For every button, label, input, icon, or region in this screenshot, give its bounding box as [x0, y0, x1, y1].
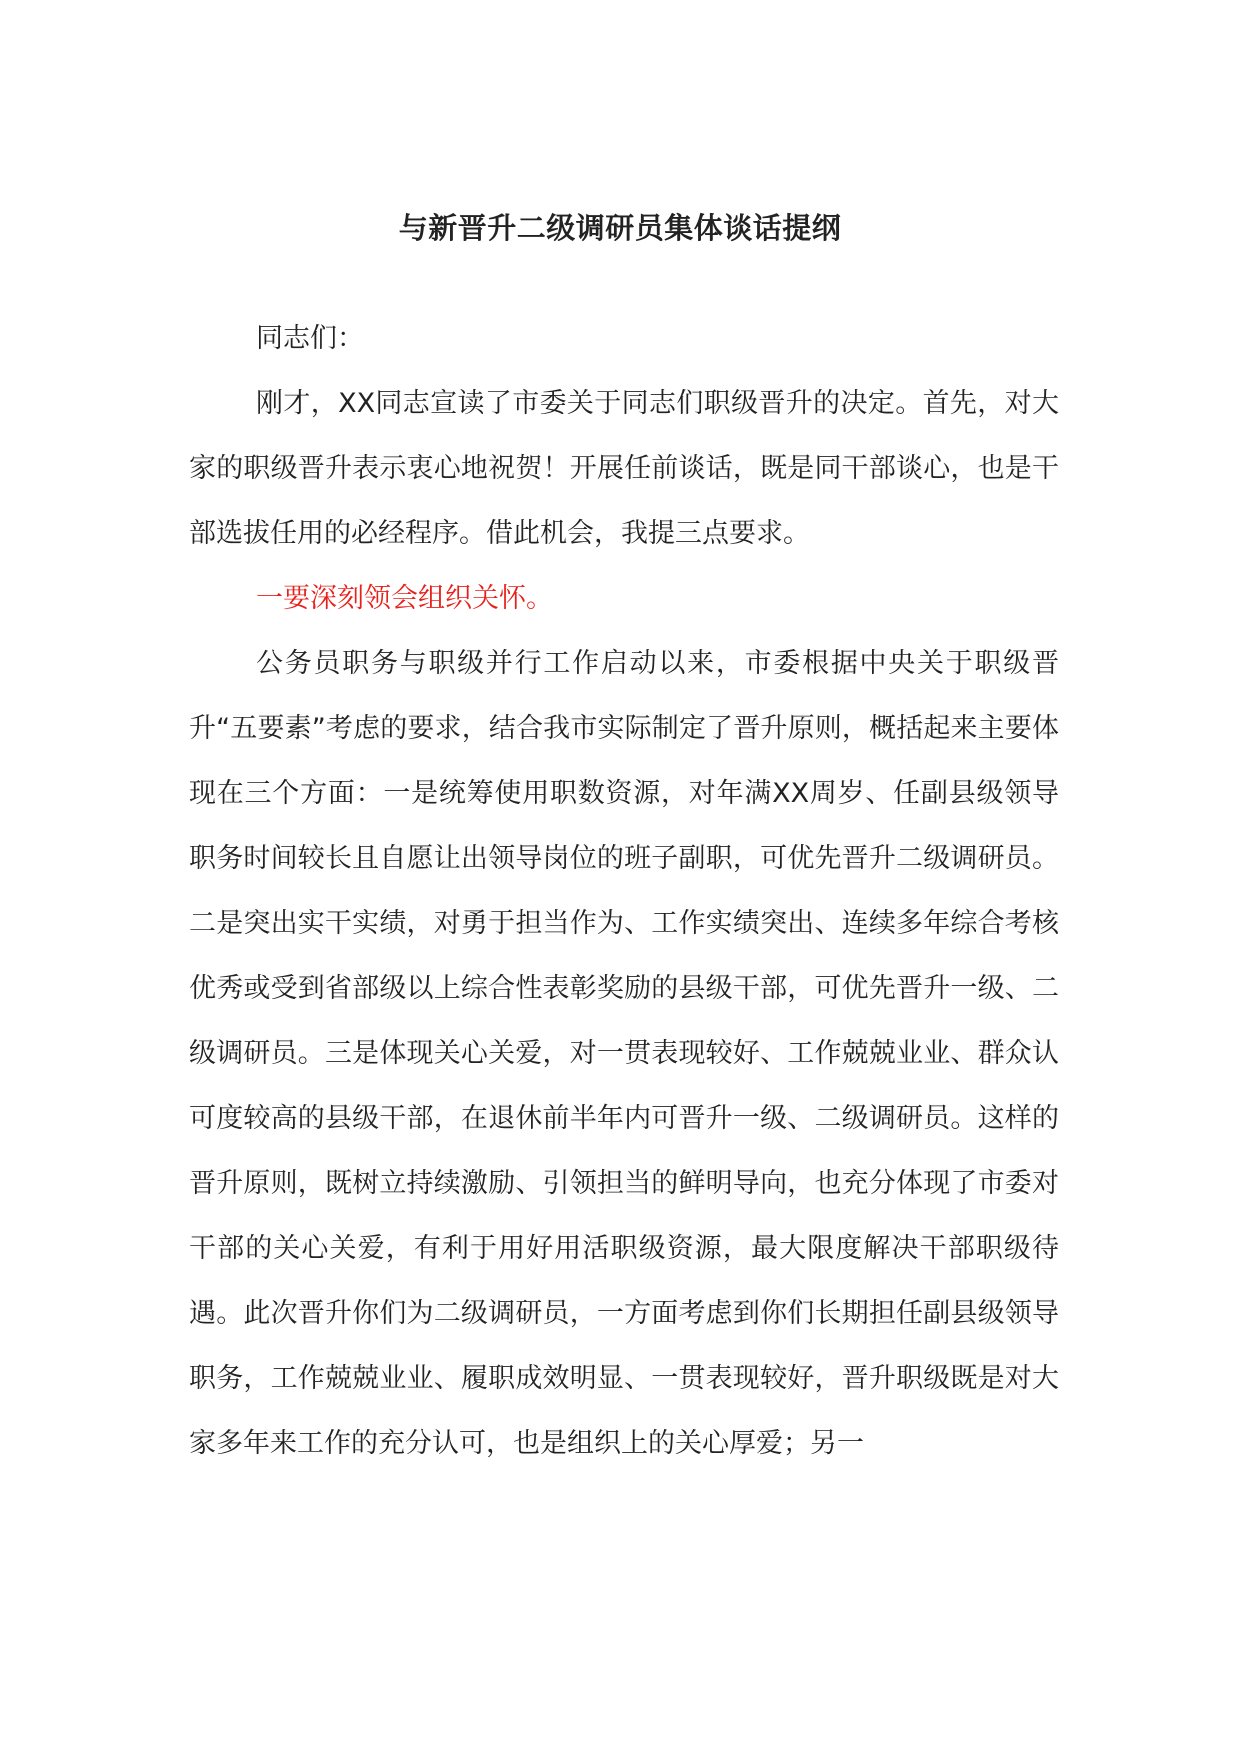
body-paragraph: 公务员职务与职级并行工作启动以来，市委根据中央关于职级晋升“五要素”考虑的要求，结合我市实际制定了晋升原则，概括起来主要体现在三个方面：一是统筹使用职数资源，对年满XX周岁、任副县级领导职务时间较长且自愿让出领导岗位的班子副职，可优先晋升二级调研员。二是突出实干实绩，对勇于担当作为、工作实绩突出、连续多年综合考核优秀或受到省部级以上综合性表彰奖励的县级干部，可优先晋升一级、二级调研员。三是体现关心关爱，对一贯表现较好、工作兢兢业业、群众认可度较高的县级干部，在退休前半年内可晋升一级、二级调研员。这样的晋升原则，既树立持续激励、引领担当的鲜明导向，也充分体现了市委对干部的关心关爱，有利于用好用活职级资源，最大限度解决干部职级待遇。此次晋升你们为二级调研员，一方面考虑到你们长期担任副县级领导职务，工作兢兢业业、履职成效明显、一贯表现较好，晋升职级既是对大家多年来工作的充分认可，也是组织上的关心厚爱；另一: [189, 648, 1059, 1459]
section-heading-1: 一要深刻领会组织关怀。: [256, 583, 553, 614]
intro-paragraph: 刚才，XX同志宣读了市委关于同志们职级晋升的决定。首先，对大家的职级晋升表示衷心地祝贺！开展任前谈话，既是同干部谈心，也是干部选拔任用的必经程序。借此机会，我提三点要求。: [189, 388, 1059, 549]
document-title: 与新晋升二级调研员集体谈话提纲: [398, 211, 842, 245]
salutation-paragraph: 同志们：: [256, 323, 364, 354]
document-body: [189, 306, 1059, 1476]
